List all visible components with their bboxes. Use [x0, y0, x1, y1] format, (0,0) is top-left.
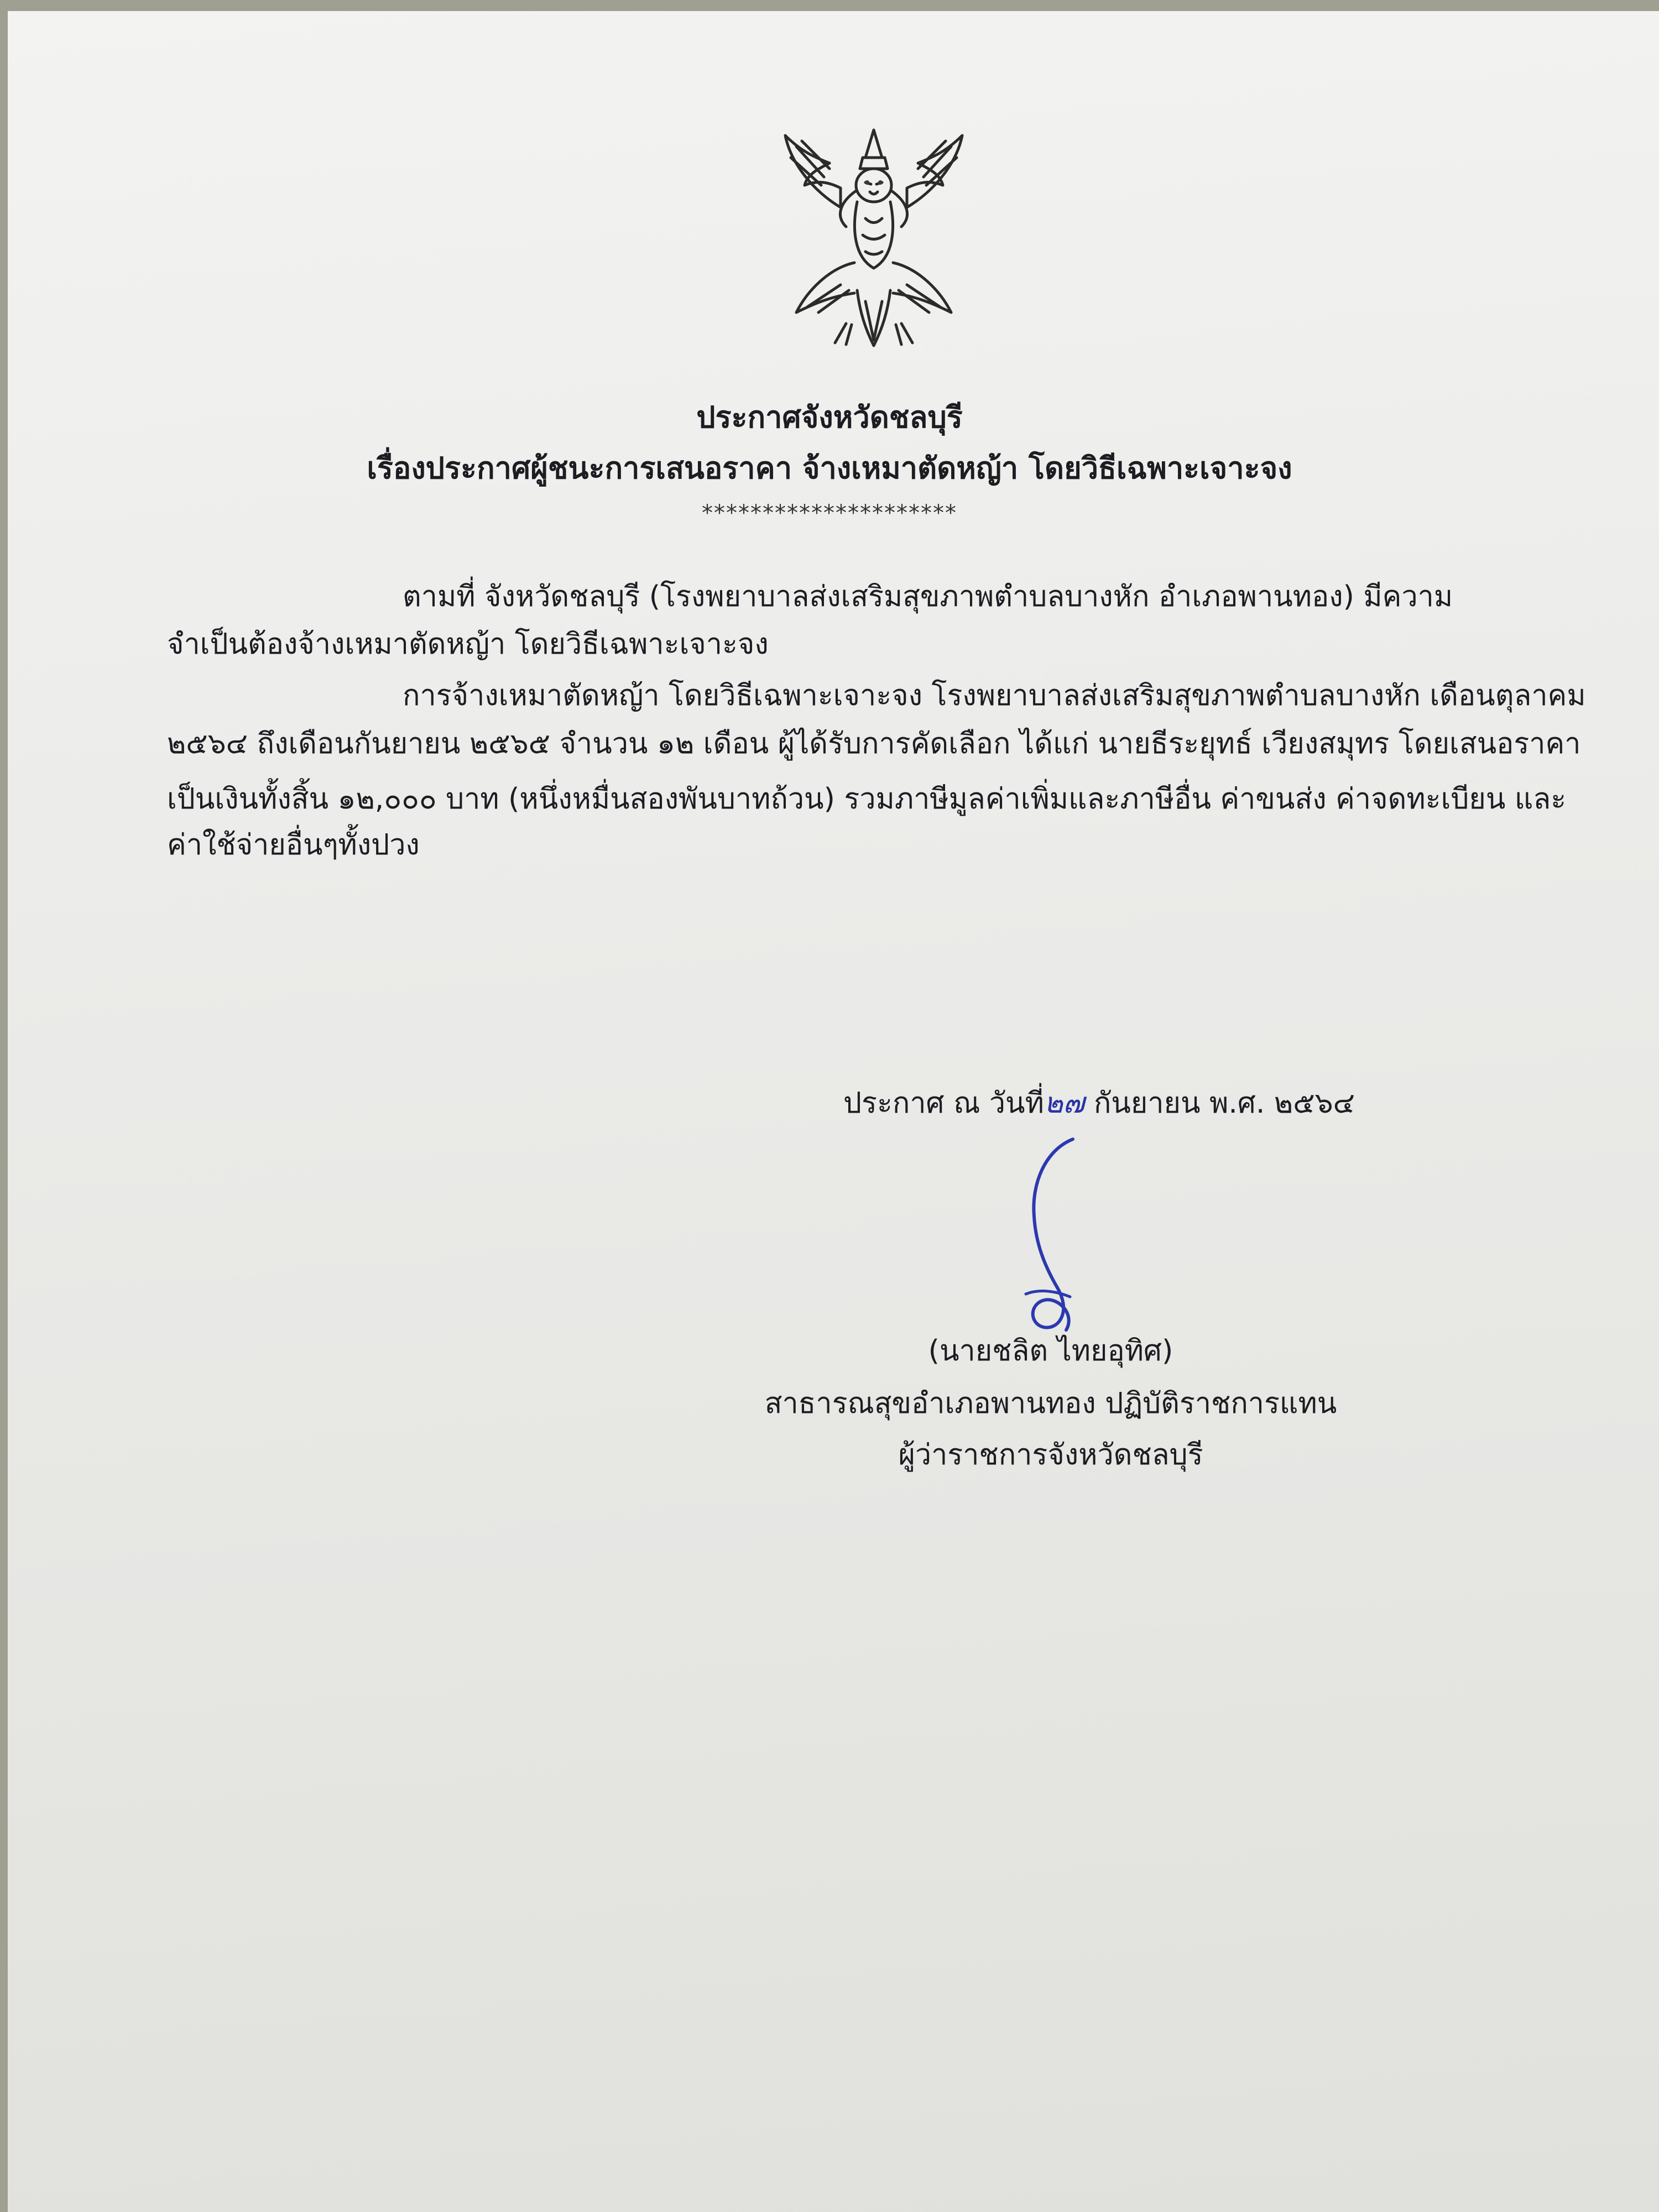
- paragraph-2-line-1: การจ้างเหมาตัดหญ้า โดยวิธีเฉพาะเจาะจง โรงพยาบาลส่งเสริมสุขภาพตำบลบางหัก เดือนตุลาคม: [403, 679, 1586, 712]
- signatory-name: (นายชลิต ไทยอุทิศ): [928, 1334, 1173, 1368]
- signatory-authority: ผู้ว่าราชการจังหวัดชลบุรี: [898, 1438, 1203, 1472]
- document-title: ประกาศจังหวัดชลบุรี: [696, 400, 963, 435]
- paragraph-1-line-1: ตามที่ จังหวัดชลบุรี (โรงพยาบาลส่งเสริมสุขภาพตำบลบางหัก อำเภอพานทอง) มีความ: [403, 580, 1453, 613]
- paragraph-2-line-4: ค่าใช้จ่ายอื่นๆทั้งปวง: [167, 828, 420, 862]
- separator-line: *********************: [702, 500, 957, 526]
- date-month: กันยายน: [1093, 1087, 1201, 1120]
- date-year: พ.ศ. ๒๕๖๔: [1209, 1087, 1355, 1120]
- garuda-emblem: [763, 124, 984, 357]
- paragraph-1-line-2: จำเป็นต้องจ้างเหมาตัดหญ้า โดยวิธีเฉพาะเจาะจง: [167, 628, 769, 661]
- handwritten-signature: [1001, 1128, 1100, 1338]
- paragraph-2-line-3: เป็นเงินทั้งสิ้น ๑๒,๐๐๐ บาท (หนึ่งหมื่นสองพันบาทถ้วน) รวมภาษีมูลค่าเพิ่มและภาษีอื่น ค่าขนส่ง ค่าจดทะเบียน และ: [167, 782, 1567, 816]
- document-subject: เรื่องประกาศผู้ชนะการเสนอราคา จ้างเหมาตัดหญ้า โดยวิธีเฉพาะเจาะจง: [367, 451, 1292, 486]
- date-prefix: ประกาศ ณ วันที่: [843, 1087, 1044, 1120]
- announcement-date: [843, 1085, 1355, 1121]
- paragraph-2-line-2: ๒๕๖๔ ถึงเดือนกันยายน ๒๕๖๕ จำนวน ๑๒ เดือน ผู้ได้รับการคัดเลือก ได้แก่ นายธีระยุทธ์ เวียงสมุทร โดยเสนอราคา: [167, 727, 1581, 760]
- signatory-position: สาธารณสุขอำเภอพานทอง ปฏิบัติราชการแทน: [764, 1387, 1337, 1420]
- date-day-handwritten: ๒๗: [1044, 1087, 1085, 1120]
